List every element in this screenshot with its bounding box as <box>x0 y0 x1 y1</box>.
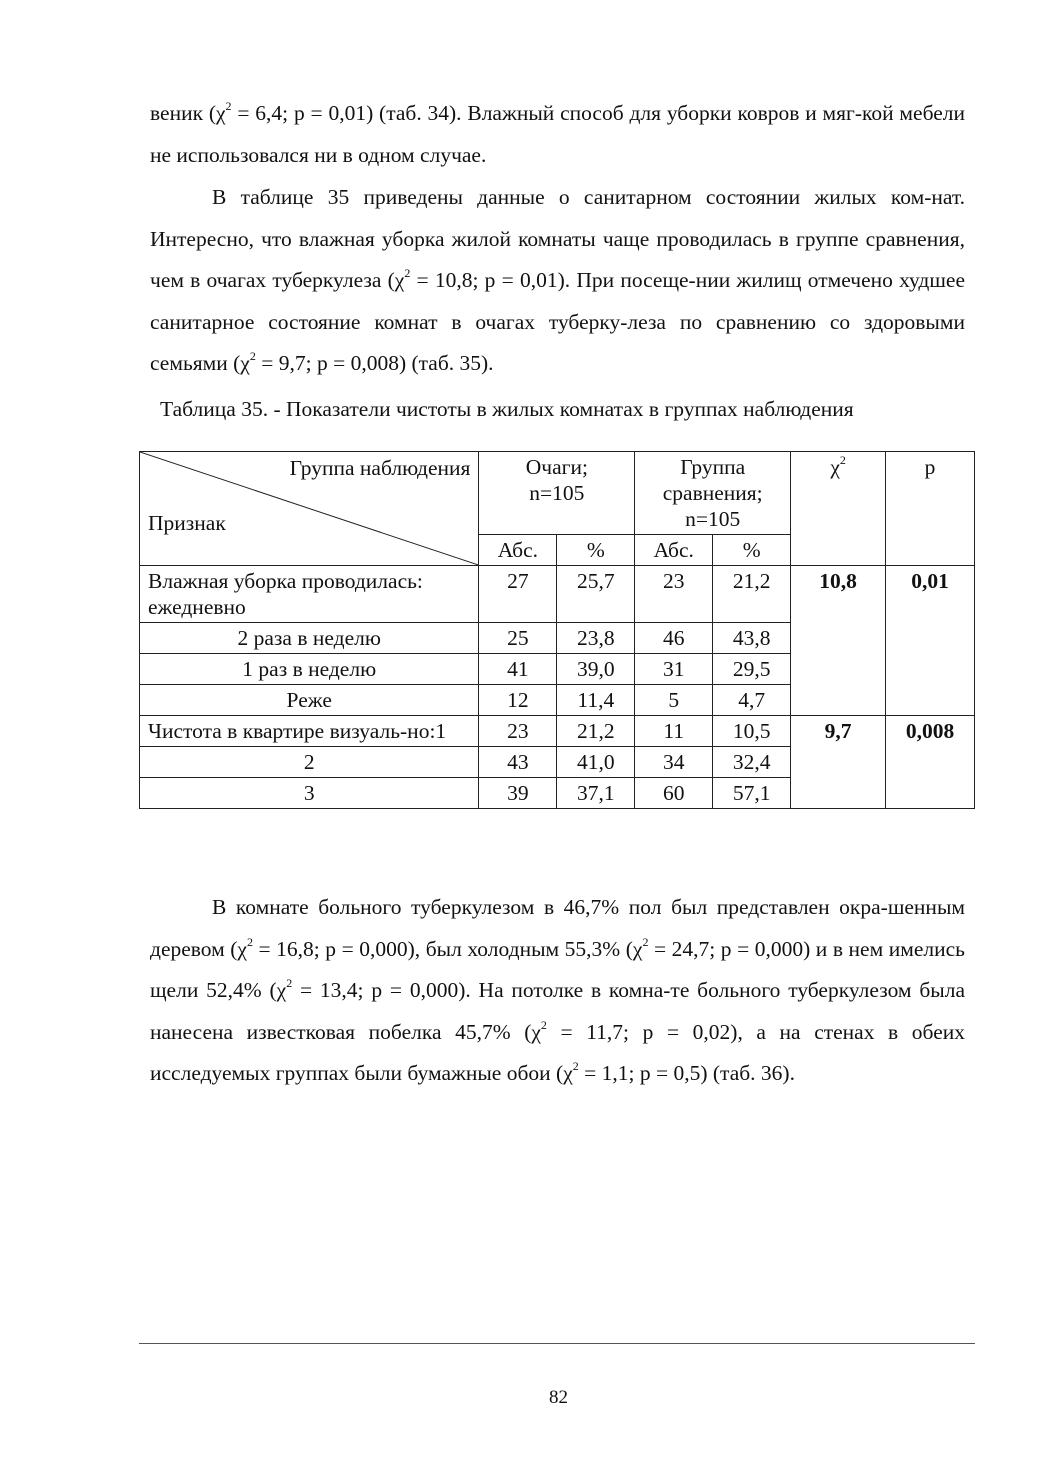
table-row <box>140 716 975 747</box>
page-number: 82 <box>549 1387 568 1408</box>
comparison-abs: 5 <box>635 685 713 716</box>
p-value-header: р <box>886 452 975 566</box>
header-corner-cell <box>140 452 479 566</box>
comparison-abs: 60 <box>635 778 713 809</box>
comparison-pct: 43,8 <box>713 623 791 654</box>
comparison-abs: 31 <box>635 654 713 685</box>
foci-abs: 41 <box>479 654 557 685</box>
comparison-pct: 21,2 <box>713 566 791 623</box>
foci-abs: 43 <box>479 747 557 778</box>
foci-abs: 12 <box>479 685 557 716</box>
foci-header: Очаги; n=105 <box>479 452 635 535</box>
row-feature: 2 <box>140 747 479 778</box>
cleanliness-table <box>139 451 975 809</box>
comparison-abs: 34 <box>635 747 713 778</box>
row-feature: 3 <box>140 778 479 809</box>
row-feature: Реже <box>140 685 479 716</box>
group-header-label: Группа наблюдения <box>289 456 471 480</box>
foci-pct: 21,2 <box>557 716 635 747</box>
comparison-abs: 11 <box>635 716 713 747</box>
foci-pct: 11,4 <box>557 685 635 716</box>
comparison-pct: 10,5 <box>713 716 791 747</box>
comparison-abs: 46 <box>635 623 713 654</box>
paragraph-1: веник ($\chi^2 = 6,4$; р = 0,01) (таб. 34). Влажный способ для уборки ковров и мяг-кой мебели не использовался ни в одном случае. <box>150 99 965 167</box>
paragraph-2: В таблице 35 приведены данные о санитарном состоянии жилых ком-нат. Интересно, что влажная уборка жилой комнаты чаще проводилась в группе сравнения, чем в очагах туберкулеза ($\chi^2 = 10,8$; р = 0,01). При посеще-нии жилищ отмечено худшее санитарное состояние комнат в очагах туберку-леза по сравнению со здоровыми семьями ($\chi^2 = 9,7$; р = 0,008) (таб. 35). <box>150 185 965 375</box>
foci-abs: 27 <box>479 566 557 623</box>
comparison-abs-header: Абс. <box>635 535 713 566</box>
foci-pct: 23,8 <box>557 623 635 654</box>
comparison-header: Группа сравнения; n=105 <box>635 452 791 535</box>
comparison-pct: 32,4 <box>713 747 791 778</box>
comparison-pct: 57,1 <box>713 778 791 809</box>
row-feature: Чистота в квартире визуаль-но:1 <box>140 716 479 747</box>
foci-abs: 25 <box>479 623 557 654</box>
foci-abs-header: Абс. <box>479 535 557 566</box>
p-value: 0,01 <box>886 566 975 716</box>
row-feature: Влажная уборка проводилась: ежедневно <box>140 566 479 623</box>
chi-square-header: $\chi^2$ <box>791 452 886 566</box>
foci-pct-header: % <box>557 535 635 566</box>
foci-pct: 25,7 <box>557 566 635 623</box>
foci-pct: 41,0 <box>557 747 635 778</box>
comparison-pct-header: % <box>713 535 791 566</box>
foci-abs: 39 <box>479 778 557 809</box>
comparison-abs: 23 <box>635 566 713 623</box>
paragraph-3: В комнате больного туберкулезом в 46,7% пол был представлен окра-шенным деревом ($\chi^2 = 16,8$; р = 0,000), был холодным 55,3% ($\chi^2 = 24,7$; р = 0,000) и в нем имелись щели 52,4% ($\chi^2 = 13,4$; р = 0,000). На потолке в комна-те больного туберкулезом была нанесена известковая побелка 45,7% ($\chi^2 = 11,7$; р = 0,02), а на стенах в обеих исследуемых группах были бумажные обои ($\chi^2 = 1,1$; р = 0,5) (таб. 36). <box>150 895 966 1085</box>
chi-square-value: 10,8 <box>791 566 886 716</box>
foci-abs: 23 <box>479 716 557 747</box>
chi-square-value: 9,7 <box>791 716 886 809</box>
footer-rule <box>139 1343 975 1344</box>
comparison-pct: 4,7 <box>713 685 791 716</box>
comparison-pct: 29,5 <box>713 654 791 685</box>
foci-pct: 37,1 <box>557 778 635 809</box>
foci-pct: 39,0 <box>557 654 635 685</box>
feature-header-label: Признак <box>148 511 226 535</box>
row-feature: 2 раза в неделю <box>140 623 479 654</box>
table-row <box>140 566 975 623</box>
table-caption: Таблица 35. - Показатели чистоты в жилых комнатах в группах наблюдения <box>160 397 854 421</box>
p-value: 0,008 <box>886 716 975 809</box>
row-feature: 1 раз в неделю <box>140 654 479 685</box>
